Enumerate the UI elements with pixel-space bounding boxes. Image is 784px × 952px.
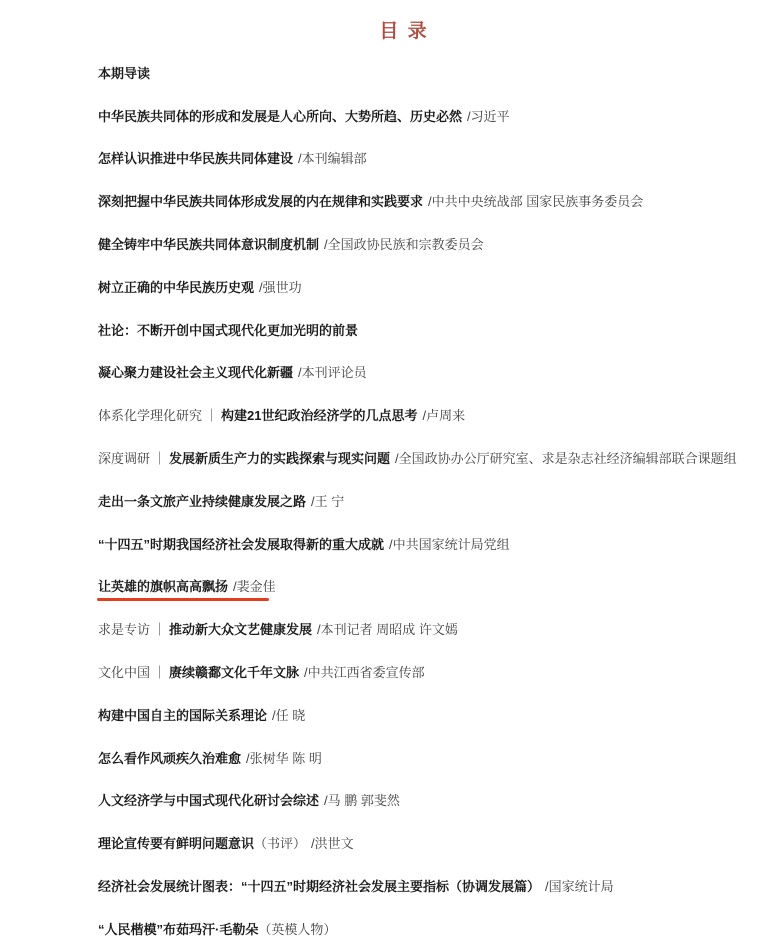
toc-entry [98,137,758,180]
toc-entry [98,351,758,394]
entry-title: 赓续赣鄱文化千年文脉 [169,665,300,681]
entry-author: /本刊编辑部 [298,151,367,167]
entry-title: 走出一条文旅产业持续健康发展之路 [98,493,307,509]
toc-entry [98,607,758,650]
entry-author: /王 宁 [311,493,345,509]
entry-title: 中华民族共同体的形成和发展是人心所向、大势所趋、历史必然 [98,108,463,124]
toc-entry [98,51,758,94]
page-title: 目 录 [379,21,429,42]
toc-entry [98,265,758,308]
separator: ｜ [205,408,219,424]
red-underline-annotation [97,598,269,601]
entry-title: 构建中国自主的国际关系理论 [98,707,268,723]
toc-entry [98,693,758,736]
entry-title: 怎样认识推进中华民族共同体建设 [98,151,294,167]
separator: ｜ [153,622,167,638]
toc-entry [98,436,758,479]
toc-entry [98,907,758,950]
entry-prefix: 文化中国 [98,665,151,681]
entry-title: 理论宣传要有鲜明问题意识 [98,836,255,852]
entry-title: 本期导读 [98,65,151,81]
entry-author: /中共国家统计局党组 [389,536,510,552]
entry-prefix: 体系化学理化研究 [98,408,203,424]
entry-author: /全国政协办公厅研究室、求是杂志社经济编辑部联合课题组 [395,451,737,467]
entry-author: /本刊记者 周昭成 许文嫣 [317,622,458,638]
entry-title: 让英雄的旗帜高高飘扬 [98,579,229,595]
entry-title: 推动新大众文艺健康发展 [169,622,313,638]
toc-entry [98,650,758,693]
entry-title: 人文经济学与中国式现代化研讨会综述 [98,793,320,809]
entry-author: /国家统计局 [545,879,614,895]
entry-suffix: （书评） [254,836,307,852]
toc-entry [98,864,758,907]
entry-author: /习近平 [467,108,510,124]
entry-author: /本刊评论员 [298,365,367,381]
toc-entry [98,779,758,822]
toc-entry [98,308,758,351]
entry-author: /洪世文 [311,836,354,852]
entry-author: /全国政协民族和宗教委员会 [324,237,484,253]
toc-entry [98,565,758,608]
toc-entry [98,479,758,522]
entry-author: /中共江西省委宣传部 [304,665,425,681]
entry-prefix: 求是专访 [98,622,151,638]
entry-author: /中共中央统战部 国家民族事务委员会 [428,194,644,210]
entry-title: 健全铸牢中华民族共同体意识制度机制 [98,237,320,253]
toc-entry [98,736,758,779]
entry-author: /卢周来 [422,408,466,424]
entry-author: /张树华 陈 明 [246,750,322,766]
separator: ｜ [153,665,167,681]
toc-entry [98,94,758,137]
entry-title: 树立正确的中华民族历史观 [98,279,255,295]
entry-author: /任 晓 [272,707,306,723]
entry-title: “人民楷模”布茹玛汗·毛勒朵 [98,921,259,937]
entry-title: “十四五”时期我国经济社会发展取得新的重大成就 [98,536,385,552]
entry-prefix: 深度调研 [98,451,151,467]
separator: ｜ [153,451,167,467]
toc-entry [98,179,758,222]
entry-author: /马 鹏 郭斐然 [324,793,400,809]
entry-title: 凝心聚力建设社会主义现代化新疆 [98,365,294,381]
entry-title: 怎么看作风顽疾久治难愈 [98,750,242,766]
entry-title: 构建21世纪政治经济学的几点思考 [221,408,418,424]
toc-entry [98,222,758,265]
entry-title: 经济社会发展统计图表：“十四五”时期经济社会发展主要指标（协调发展篇） [98,879,541,895]
toc-list [98,51,758,950]
entry-title: 社论：不断开创中国式现代化更加光明的前景 [98,322,359,338]
entry-author: /强世功 [259,279,302,295]
entry-suffix: （英模人物） [258,921,337,937]
toc-entry [98,522,758,565]
toc-entry [98,393,758,436]
entry-author: /裴金佳 [233,579,276,595]
toc-entry [98,821,758,864]
entry-title: 深刻把握中华民族共同体形成发展的内在规律和实践要求 [98,194,424,210]
entry-title: 发展新质生产力的实践探索与现实问题 [169,451,391,467]
